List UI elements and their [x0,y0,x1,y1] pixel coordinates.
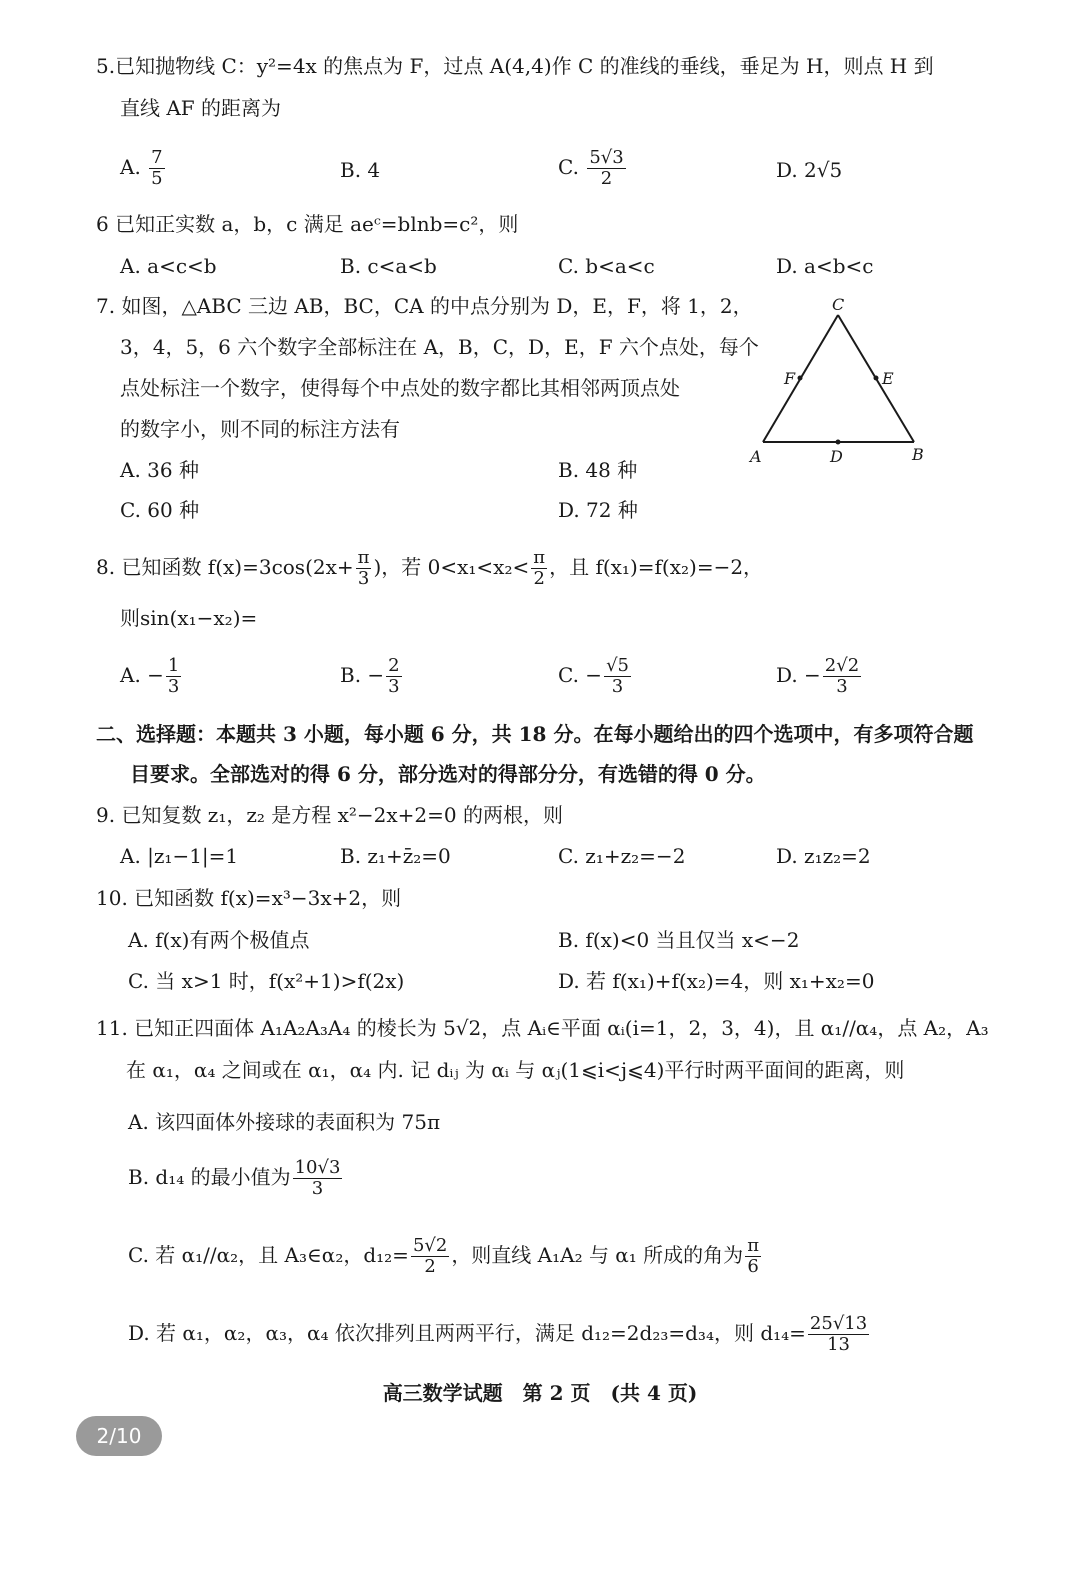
q8-stem-part2: )，若 0<x₁<x₂< [373,555,530,579]
q5-stem-line2: 直线 AF 的距离为 [120,96,282,120]
q8-option-d-label: D. − [776,663,821,687]
q7-stem-line3: 点处标注一个数字，使得每个中点处的数字都比其相邻两顶点处 [120,376,680,400]
q9-option-a: A. |z₁−1|=1 [120,844,239,868]
q9-option-b: B. z₁+z̄₂=0 [340,844,451,868]
denominator: 6 [747,1256,759,1277]
q5-option-b: B. 4 [340,158,381,182]
q8-option-b [340,656,404,697]
q11-option-d-fraction [808,1314,869,1355]
label-f: F [784,369,796,388]
q5-option-c [558,148,628,189]
q8-stem-line1 [96,548,763,589]
label-a: A [750,447,762,466]
q8-option-d [776,656,863,697]
q8-option-d-fraction [823,656,861,697]
page-footer: 高三数学试题 第 2 页 (共 4 页) [382,1381,698,1405]
denominator: 5 [151,168,163,189]
q11-option-c-fraction2 [745,1236,761,1277]
q10-option-d: D. 若 f(x₁)+f(x₂)=4，则 x₁+x₂=0 [558,969,875,993]
numerator: 5√2 [412,1235,448,1256]
q11-stem-line1: 11. 已知正四面体 A₁A₂A₃A₄ 的棱长为 5√2，点 Aᵢ∈平面 αᵢ(i=1，2，3，4)，且 α₁//α₄，点 A₂，A₃ [96,1016,989,1040]
numerator: π [357,547,370,568]
label-d: D [830,447,843,466]
q5-option-c-label: C. [558,155,579,179]
q8-option-b-fraction [386,656,401,697]
q8-option-a [120,656,183,697]
q5-stem-line1: 5.已知抛物线 C：y²=4x 的焦点为 F，过点 A(4,4)作 C 的准线的垂线，垂足为 H，则点 H 到 [96,54,934,78]
numerator: 10√3 [294,1157,341,1178]
page-indicator-badge: 2/10 [76,1416,162,1456]
q11-option-c [128,1236,763,1277]
q6-option-a: A. a<c<b [120,254,217,278]
q11-option-b-fraction [293,1158,343,1199]
numerator: 1 [167,655,180,676]
section2-header-line2: 目要求。全部选对的得 6 分，部分选对的得部分分，有选错的得 0 分。 [130,762,766,786]
numerator: √5 [606,655,629,676]
q11-option-c-text1: C. 若 α₁//α₂，且 A₃∈α₂，d₁₂= [128,1243,409,1267]
denominator: 2 [424,1256,436,1277]
q7-stem-line2: 3，4，5，6 六个数字全部标注在 A，B，C，D，E，F 六个点处，每个 [120,335,759,359]
q5-option-a [120,148,167,189]
q5-option-a-fraction [149,148,164,189]
q8-pi-over-3 [356,548,372,589]
q8-option-b-label: B. − [340,663,385,687]
q8-option-a-label: A. − [120,663,164,687]
q6-stem: 6 已知正实数 a，b，c 满足 aeᶜ=blnb=c²，则 [96,212,519,236]
section2-header-line1: 二、选择题：本题共 3 小题，每小题 6 分，共 18 分。在每小题给出的四个选项中，有多项符合题 [96,722,974,746]
q11-option-c-text2: ，则直线 A₁A₂ 与 α₁ 所成的角为 [451,1243,744,1267]
numerator: 2√2 [824,655,860,676]
q9-stem: 9. 已知复数 z₁，z₂ 是方程 x²−2x+2=0 的两根，则 [96,803,564,827]
q6-option-d: D. a<b<c [776,254,874,278]
denominator: 13 [827,1334,851,1355]
q11-option-b-text: B. d₁₄ 的最小值为 [128,1165,291,1189]
point-d [836,440,841,445]
q6-option-b: B. c<a<b [340,254,437,278]
q6-option-c: C. b<a<c [558,254,655,278]
q7-option-b: B. 48 种 [558,458,638,482]
denominator: 3 [357,568,370,589]
q8-option-a-fraction [166,656,181,697]
q11-option-b [128,1158,344,1199]
numerator: 25√13 [809,1313,868,1334]
denominator: 2 [600,168,613,189]
numerator: 2 [388,655,400,676]
q7-stem-line4: 的数字小，则不同的标注方法有 [120,417,400,441]
q8-stem-line2: 则sin(x₁−x₂)= [120,606,258,630]
q10-option-c: C. 当 x>1 时，f(x²+1)>f(2x) [128,969,405,993]
q7-stem-line1: 7. 如图，△ABC 三边 AB，BC，CA 的中点分别为 D，E，F，将 1，2， [96,294,753,318]
label-e: E [882,369,894,388]
denominator: 2 [533,568,545,589]
q11-option-d-text: D. 若 α₁，α₂，α₃，α₄ 依次排列且两两平行，满足 d₁₂=2d₂₃=d₃₄，则 d₁₄= [128,1321,806,1345]
q7-option-a: A. 36 种 [120,458,199,482]
numerator: 7 [151,147,163,168]
q5-option-d: D. 2√5 [776,158,843,182]
q9-option-d: D. z₁z₂=2 [776,844,871,868]
q11-option-d [128,1314,871,1355]
denominator: 3 [388,676,400,697]
q8-option-c-fraction [604,656,631,697]
denominator: 3 [167,676,180,697]
q7-option-d: D. 72 种 [558,498,638,522]
q8-option-c-label: C. − [558,663,603,687]
q7-triangle-figure [740,290,940,470]
denominator: 3 [311,1178,324,1199]
q7-option-c: C. 60 种 [120,498,200,522]
numerator: π [533,547,546,568]
denominator: 3 [836,676,848,697]
q8-option-c [558,656,633,697]
q8-stem-part3: ，且 f(x₁)=f(x₂)=−2， [549,555,764,579]
denominator: 3 [611,676,624,697]
label-b: B [912,445,924,464]
q9-option-c: C. z₁+z₂=−2 [558,844,686,868]
q11-option-a: A. 该四面体外接球的表面积为 75π [128,1110,441,1134]
numerator: π [747,1235,760,1256]
q8-pi-over-2 [531,548,547,589]
point-f [798,376,803,381]
label-c: C [832,295,845,314]
q11-stem-line2: 在 α₁，α₄ 之间或在 α₁，α₄ 内. 记 dᵢⱼ 为 αᵢ 与 αⱼ(1⩽i<j⩽4)平行时两平面间的距离，则 [126,1058,905,1082]
q11-option-c-fraction1 [411,1236,449,1277]
q10-option-b: B. f(x)<0 当且仅当 x<−2 [558,928,800,952]
q5-option-a-label: A. [120,155,141,179]
q8-stem-part1: 8. 已知函数 f(x)=3cos(2x+ [96,555,354,579]
q10-option-a: A. f(x)有两个极值点 [128,928,310,952]
q10-stem: 10. 已知函数 f(x)=x³−3x+2，则 [96,886,402,910]
q5-option-c-fraction [587,148,625,189]
numerator: 5√3 [589,147,624,168]
point-e [874,376,879,381]
